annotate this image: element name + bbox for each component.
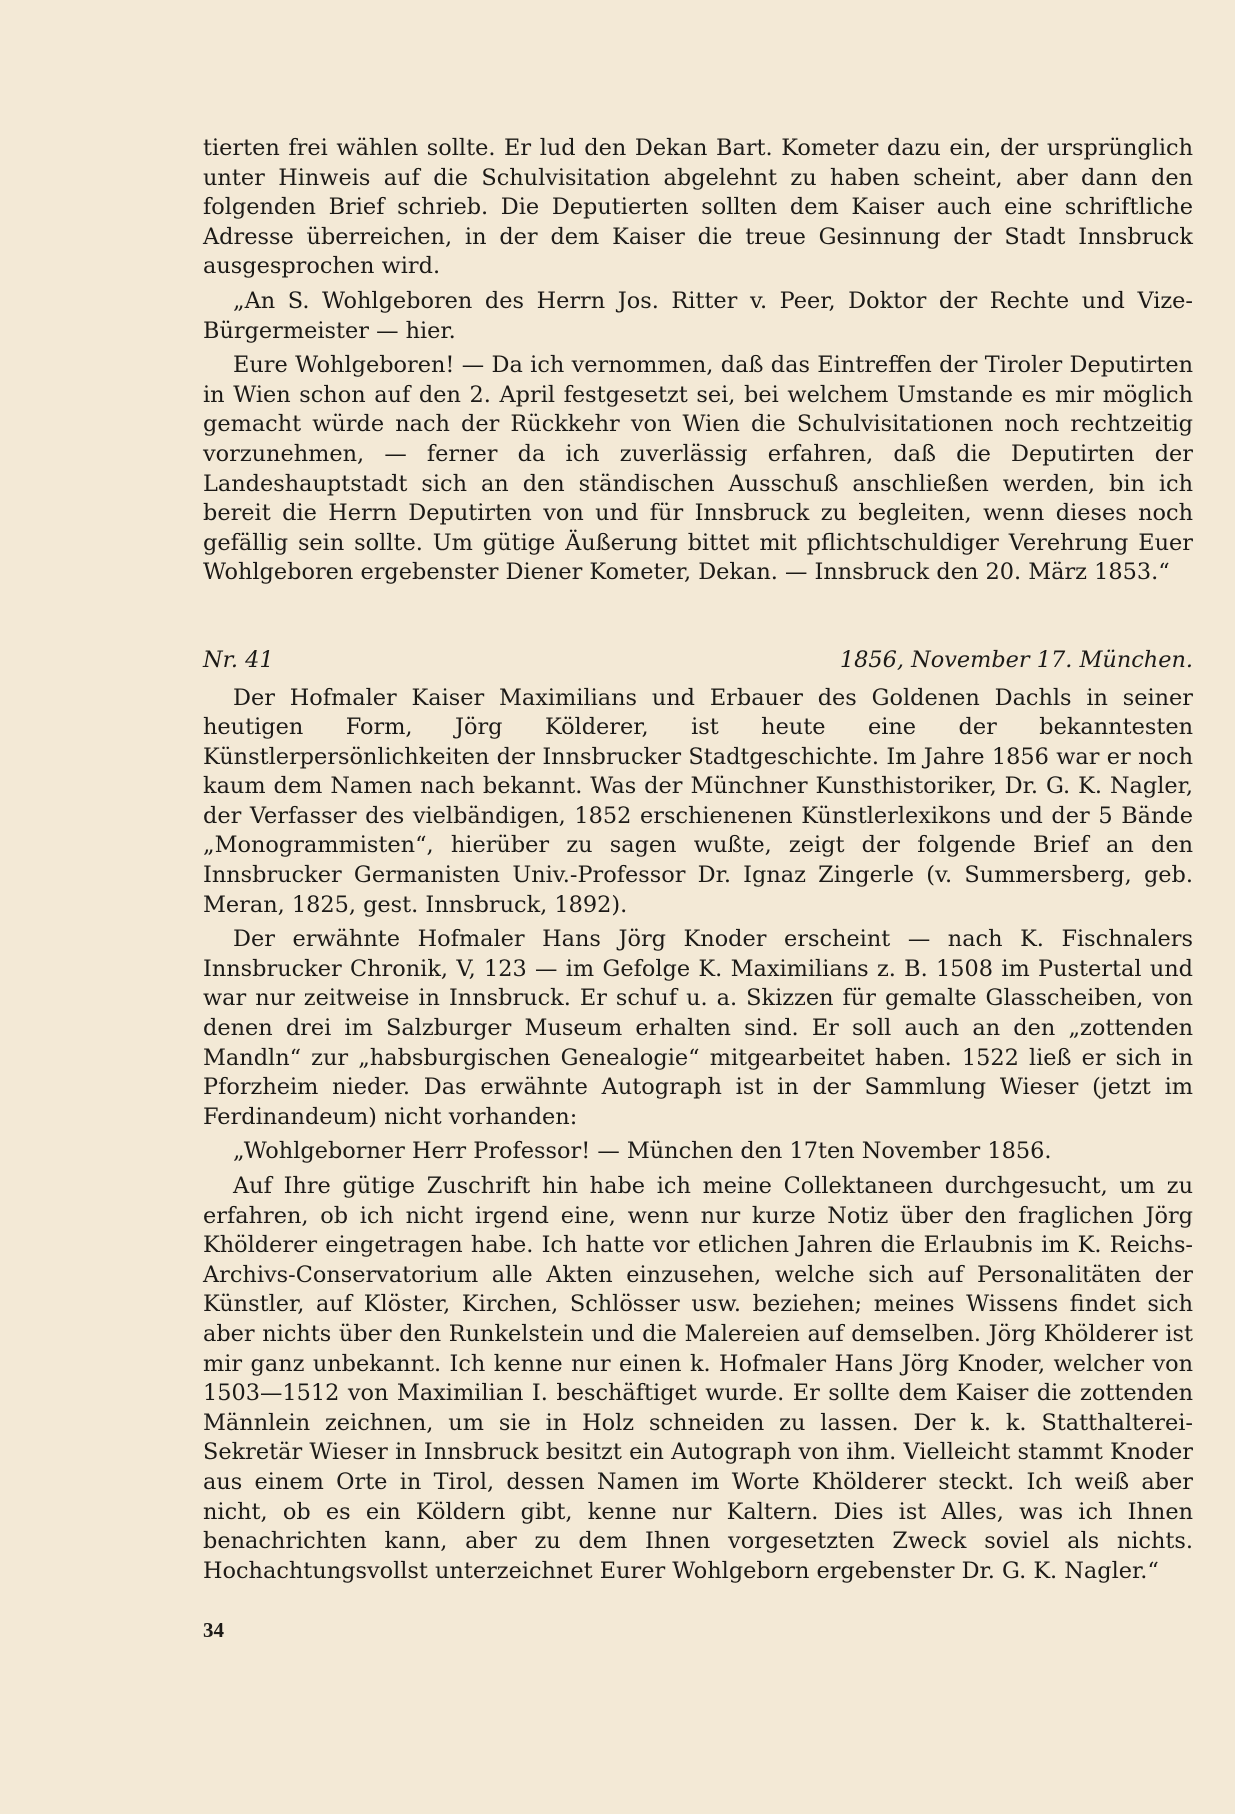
letter-salutation: „Wohlgeborner Herr Professor! — München den 17ten November 1856. [233,1138,1052,1165]
paragraph-knoder: Der erwähnte Hofmaler Hans Jörg Knoder erscheint — nach K. Fischnalers Innsbrucker Chronik, V, 123 — im Gefolge K. Maximilians z. B. 1508 im Pustertal und war nur zeitweise in Innsbruck. Er schuf u. a. Skizzen für gemalte Glasscheiben, von denen drei im Salzburger Museum erhalten sind. Er soll auch an den „zottenden Mandln“ zur „habsburgischen Genealogie“ mitgearbeitet haben. 1522 ließ er sich in Pforzheim nieder. Das erwähnte Autograph ist in der Sammlung Wieser (jetzt im Ferdinandeum) nicht vorhanden: [203,926,1193,1130]
page-body [203,134,1193,1586]
paragraph-intro: Der Hofmaler Kaiser Maximilians und Erbauer des Goldenen Dachls in seiner heutigen Form, Jörg Kölderer, ist heute eine der bekanntesten Künstlerpersönlichkeiten der Innsbrucker Stadtgeschichte. Im Jahre 1856 war er noch kaum dem Namen nach bekannt. Was der Münchner Kunsthistoriker, Dr. G. K. Nagler, der Verfasser des vielbändigen, 1852 erschienenen Künstlerlexikons und der 5 Bände „Monogrammisten“, hierüber zu sagen wußte, zeigt der folgende Brief an den Innsbrucker Germanisten Univ.-Professor Dr. Ignaz Zingerle (v. Summersberg, geb. Meran, 1825, gest. Innsbruck, 1892). [203,684,1193,918]
document-date-place: 1856, November 17. München. [839,646,1193,673]
page-number: 34 [203,1618,224,1642]
document-heading [203,646,1193,676]
letter-address: „An S. Wohlgeboren des Herrn Jos. Ritter v. Peer, Doktor der Rechte und Vize-Bürgermeister — hier. [203,287,1193,344]
paragraph-continuation: tierten frei wählen sollte. Er lud den Dekan Bart. Kometer dazu ein, der ursprünglich unter Hinweis auf die Schulvisitation abgelehnt zu haben scheint, aber dann den folgenden Brief schrieb. Die Deputierten sollten dem Kaiser auch eine schriftliche Adresse überreichen, in der dem Kaiser die treue Gesinnung der Stadt Innsbruck ausgesprochen wird. [203,135,1193,280]
letter-body-nagler: Auf Ihre gütige Zuschrift hin habe ich meine Collektaneen durchgesucht, um zu erfahren, ob ich nicht irgend eine, wenn nur kurze Notiz über den fraglichen Jörg Khölderer eingetragen habe. Ich hatte vor etlichen Jahren die Erlaubnis im K. Reichs-Archivs-Conservatorium alle Akten einzusehen, welche sich auf Personalitäten der Künstler, auf Klöster, Kirchen, Schlösser usw. beziehen; meines Wissens findet sich aber nichts über den Runkelstein und die Malereien auf demselben. Jörg Khölderer ist mir ganz unbekannt. Ich kenne nur einen k. Hofmaler Hans Jörg Knoder, welcher von 1503—1512 von Maximilian I. beschäftiget wurde. Er sollte dem Kaiser die zottenden Männlein zeichnen, um sie in Holz schneiden zu lassen. Der k. k. Statthalterei-Sekretär Wieser in Innsbruck besitzt ein Autograph von ihm. Vielleicht stammt Knoder aus einem Orte in Tirol, dessen Namen im Worte Khölderer steckt. Ich weiß aber nicht, ob es ein Köldern gibt, kenne nur Kaltern. Dies ist Alles, was ich Ihnen benachrichten kann, aber zu dem Ihnen vorgesetzten Zweck soviel als nichts. Hochachtungsvollst unterzeichnet Eurer Wohlgeborn ergebenster Dr. G. K. Nagler.“ [203,1173,1193,1584]
document-number: Nr. 41 [203,646,274,673]
letter-body-kometer: Eure Wohlgeboren! — Da ich vernommen, daß das Eintreffen der Tiroler Deputirten in Wien schon auf den 2. April festgesetzt sei, bei welchem Umstande es mir möglich gemacht würde nach der Rückkehr von Wien die Schulvisitationen noch rechtzeitig vorzunehmen, — ferner da ich zuverlässig erfahren, daß die Deputirten der Landeshauptstadt sich an den ständischen Ausschuß anschließen werden, bin ich bereit die Herrn Deputirten von und für Innsbruck zu begleiten, wenn dieses noch gefällig sein sollte. Um gütige Äußerung bittet mit pflichtschuldiger Verehrung Euer Wohlgeboren ergebenster Diener Kometer, Dekan. — Innsbruck den 20. März 1853.“ [203,352,1193,586]
